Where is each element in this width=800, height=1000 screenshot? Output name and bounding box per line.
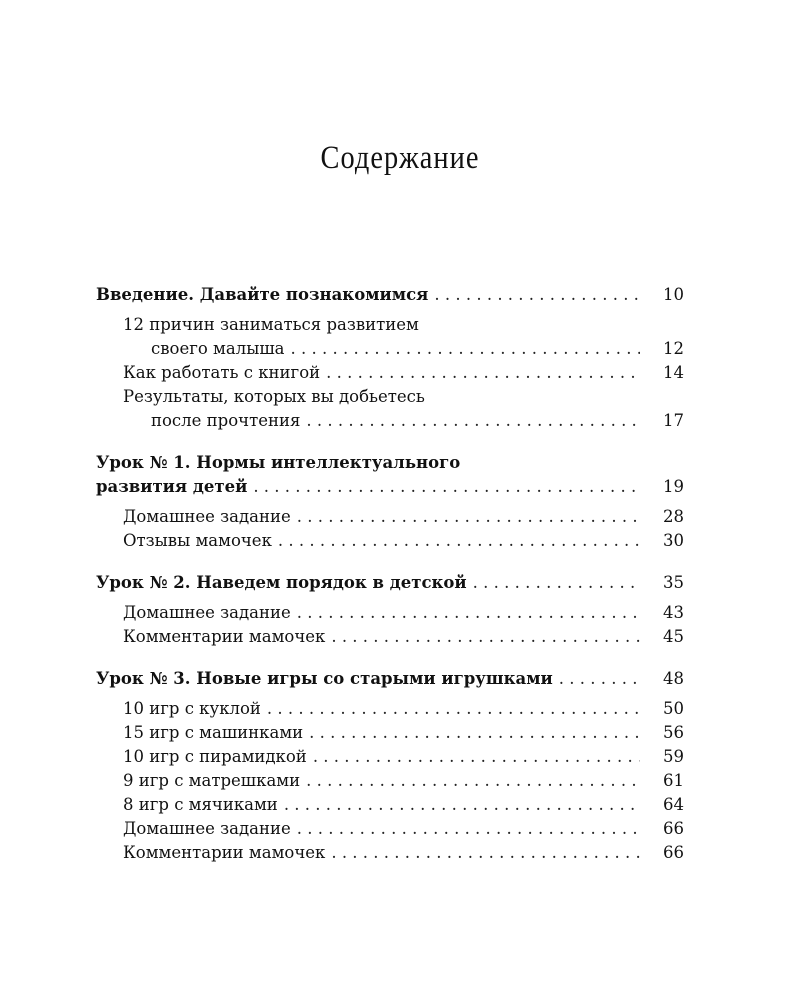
toc-entry-label: Введение. Давайте познакомимся bbox=[96, 285, 429, 304]
toc-entry-label: Комментарии мамочек bbox=[123, 843, 326, 862]
toc-entry-reasons[interactable] bbox=[96, 337, 684, 361]
toc-entry-label: Домашнее задание bbox=[123, 507, 291, 526]
toc-section-lesson-3 bbox=[96, 667, 684, 865]
dot-leader bbox=[306, 409, 640, 433]
toc-entry-matryoshka-games[interactable] bbox=[96, 769, 684, 793]
dot-leader bbox=[278, 529, 640, 553]
toc-entry-label: Домашнее задание bbox=[123, 819, 291, 838]
toc-entry-lesson-1-line1[interactable] bbox=[96, 451, 684, 475]
toc-entry-pyramid-games[interactable] bbox=[96, 745, 684, 769]
toc-page-number: 19 bbox=[663, 477, 684, 496]
toc-page-number: 48 bbox=[663, 669, 684, 688]
dot-leader bbox=[309, 721, 640, 745]
toc-entry-label: 8 игр с мячиками bbox=[123, 795, 278, 814]
toc-page-number: 50 bbox=[663, 699, 684, 718]
toc-entry-label: Комментарии мамочек bbox=[123, 627, 326, 646]
toc-section-lesson-1 bbox=[96, 451, 684, 553]
toc-entry-reviews[interactable] bbox=[96, 529, 684, 553]
toc-entry-label: 9 игр с матрешками bbox=[123, 771, 301, 790]
toc-entry-homework[interactable] bbox=[96, 817, 684, 841]
toc-entry-lesson-3[interactable] bbox=[96, 667, 684, 691]
dot-leader bbox=[297, 817, 640, 841]
toc-page-number: 28 bbox=[663, 507, 684, 526]
toc-entry-label: Домашнее задание bbox=[123, 603, 291, 622]
table-of-contents bbox=[96, 283, 684, 883]
toc-entry-label: Как работать с книгой bbox=[123, 363, 321, 382]
toc-entry-results[interactable] bbox=[96, 409, 684, 433]
toc-entry-comments[interactable] bbox=[96, 841, 684, 865]
toc-entry-doll-games[interactable] bbox=[96, 697, 684, 721]
toc-entry-label: своего малыша bbox=[151, 339, 285, 358]
toc-entry-label: 15 игр с машинками bbox=[123, 723, 304, 742]
toc-entry-lesson-2[interactable] bbox=[96, 571, 684, 595]
dot-leader bbox=[434, 283, 640, 307]
toc-entry-car-games[interactable] bbox=[96, 721, 684, 745]
toc-entry-label: 12 причин заниматься развитием bbox=[123, 315, 419, 334]
dot-leader bbox=[313, 745, 640, 769]
toc-entry-reasons-line1[interactable] bbox=[96, 313, 684, 337]
dot-leader bbox=[297, 601, 640, 625]
toc-page-number: 66 bbox=[663, 843, 684, 862]
toc-page-number: 43 bbox=[663, 603, 684, 622]
toc-entry-label: Урок № 2. Наведем порядок в детской bbox=[96, 573, 467, 592]
toc-page-number: 56 bbox=[663, 723, 684, 742]
toc-page-number: 45 bbox=[663, 627, 684, 646]
dot-leader bbox=[326, 361, 640, 385]
dot-leader bbox=[306, 769, 640, 793]
toc-page-number: 14 bbox=[663, 363, 684, 382]
toc-entry-homework[interactable] bbox=[96, 601, 684, 625]
toc-entry-label: Урок № 1. Нормы интеллектуального bbox=[96, 453, 461, 472]
toc-entry-label: 10 игр с куклой bbox=[123, 699, 261, 718]
toc-page-number: 12 bbox=[663, 339, 684, 358]
toc-entry-how-to-work[interactable] bbox=[96, 361, 684, 385]
toc-entry-comments[interactable] bbox=[96, 625, 684, 649]
toc-page-number: 10 bbox=[663, 285, 684, 304]
toc-entry-label: Отзывы мамочек bbox=[123, 531, 272, 550]
dot-leader bbox=[253, 475, 640, 499]
toc-section-intro bbox=[96, 283, 684, 433]
dot-leader bbox=[284, 793, 640, 817]
dot-leader bbox=[331, 841, 640, 865]
dot-leader bbox=[559, 667, 640, 691]
toc-page-number: 59 bbox=[663, 747, 684, 766]
dot-leader bbox=[291, 337, 640, 361]
toc-entry-label: 10 игр с пирамидкой bbox=[123, 747, 307, 766]
toc-entry-results-line1[interactable] bbox=[96, 385, 684, 409]
toc-entry-intro[interactable] bbox=[96, 283, 684, 307]
dot-leader bbox=[297, 505, 640, 529]
dot-leader bbox=[267, 697, 640, 721]
toc-entry-label: после прочтения bbox=[151, 411, 301, 430]
toc-entry-label: развития детей bbox=[96, 477, 248, 496]
dot-leader bbox=[473, 571, 640, 595]
toc-entry-label: Результаты, которых вы добьетесь bbox=[123, 387, 425, 406]
toc-page-number: 66 bbox=[663, 819, 684, 838]
dot-leader bbox=[331, 625, 640, 649]
toc-page-number: 64 bbox=[663, 795, 684, 814]
toc-page-number: 17 bbox=[663, 411, 684, 430]
toc-page-number: 30 bbox=[663, 531, 684, 550]
toc-entry-ball-games[interactable] bbox=[96, 793, 684, 817]
toc-entry-label: Урок № 3. Новые игры со старыми игрушками bbox=[96, 669, 553, 688]
toc-entry-homework[interactable] bbox=[96, 505, 684, 529]
page-title: Содержание bbox=[320, 140, 480, 177]
toc-page-number: 61 bbox=[663, 771, 684, 790]
toc-page-number: 35 bbox=[663, 573, 684, 592]
toc-entry-lesson-1[interactable] bbox=[96, 475, 684, 499]
toc-section-lesson-2 bbox=[96, 571, 684, 649]
